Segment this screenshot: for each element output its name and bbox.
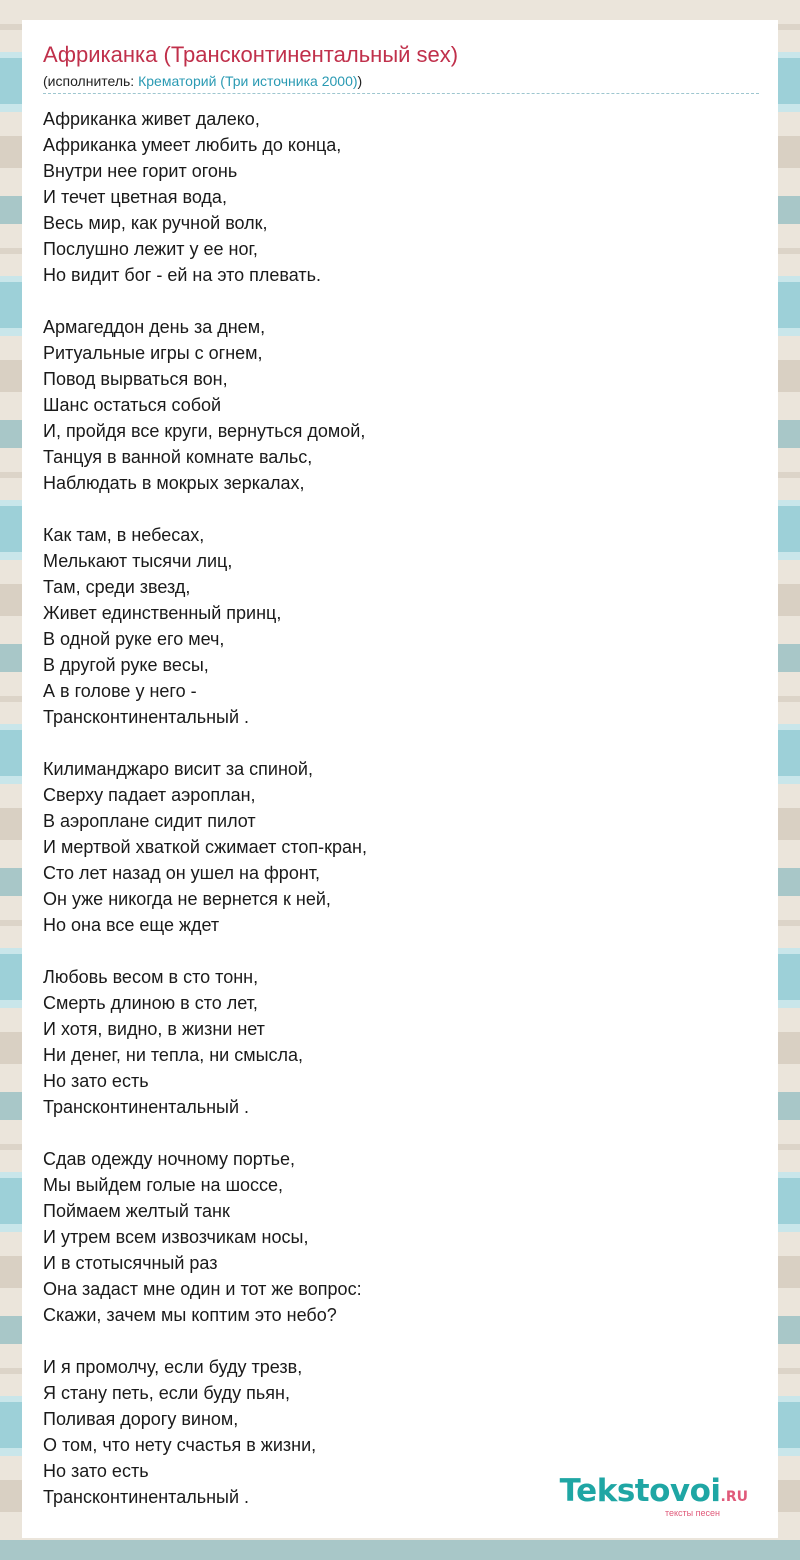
lyric-line: Внутри нее горит огонь <box>43 161 238 181</box>
lyric-line: Африканка живет далеко, <box>43 109 260 129</box>
lyric-line: Наблюдать в мокрых зеркалах, <box>43 473 305 493</box>
lyric-line: И утрем всем извозчикам носы, <box>43 1227 309 1247</box>
lyric-line: И, пройдя все круги, вернуться домой, <box>43 421 366 441</box>
stanza <box>43 1146 743 1328</box>
lyric-line: Танцуя в ванной комнате вальс, <box>43 447 313 467</box>
lyric-line: Шанс остаться собой <box>43 395 222 415</box>
lyric-line: И мертвой хваткой сжимает стоп-кран, <box>43 837 367 857</box>
lyric-line: Любовь весом в сто тонн, <box>43 967 259 987</box>
stanza <box>43 106 743 288</box>
lyric-line: Она задаст мне один и тот же вопрос: <box>43 1279 362 1299</box>
song-title: Африканка (Трансконтинентальный sex) <box>43 42 459 67</box>
lyric-line: Килиманджаро висит за спиной, <box>43 759 313 779</box>
lyric-line: Я стану петь, если буду пьян, <box>43 1383 290 1403</box>
artist-link[interactable]: Крематорий (Три источника 2000) <box>138 73 358 89</box>
lyric-line: О том, что нету счастья в жизни, <box>43 1435 317 1455</box>
performer-suffix: ) <box>357 73 363 89</box>
lyric-line: Повод вырваться вон, <box>43 369 228 389</box>
lyrics-body <box>43 106 743 1536</box>
lyric-line: Ритуальные игры с огнем, <box>43 343 263 363</box>
lyric-line: И хотя, видно, в жизни нет <box>43 1019 265 1039</box>
lyric-line: Смерть длиною в сто лет, <box>43 993 258 1013</box>
lyric-line: Там, среди звезд, <box>43 577 191 597</box>
lyric-line: Армагеддон день за днем, <box>43 317 266 337</box>
lyric-line: Он уже никогда не вернется к ней, <box>43 889 331 909</box>
lyrics-card <box>22 20 778 1538</box>
lyric-line: В аэроплане сидит пилот <box>43 811 256 831</box>
lyric-line: Но зато есть <box>43 1461 149 1481</box>
lyric-line: А в голове у него - <box>43 681 197 701</box>
lyric-line: Послушно лежит у ее ног, <box>43 239 258 259</box>
performer-line <box>43 73 362 89</box>
lyric-line: Трансконтинентальный . <box>43 707 250 727</box>
lyric-line: Весь мир, как ручной волк, <box>43 213 268 233</box>
lyric-line: И в стотысячный раз <box>43 1253 218 1273</box>
stanza <box>43 964 743 1120</box>
lyric-line: Сто лет назад он ушел на фронт, <box>43 863 321 883</box>
lyric-line: Мелькают тысячи лиц, <box>43 551 233 571</box>
lyric-line: Но видит бог - ей на это плевать. <box>43 265 322 285</box>
performer-prefix: (исполнитель: <box>43 73 139 89</box>
lyric-line: Трансконтинентальный . <box>43 1487 250 1507</box>
stanza <box>43 522 743 730</box>
logo-tagline: тексты песен <box>664 1508 720 1518</box>
lyric-line: В одной руке его меч, <box>43 629 225 649</box>
lyric-line: Сдав одежду ночному портье, <box>43 1149 296 1169</box>
lyric-line: В другой руке весы, <box>43 655 209 675</box>
lyric-line: Африканка умеет любить до конца, <box>43 135 342 155</box>
logo-word: Tekstovoi <box>559 1473 721 1509</box>
lyric-line: И я промолчу, если буду трезв, <box>43 1357 303 1377</box>
stanza <box>43 314 743 496</box>
lyric-line: Живет единственный принц, <box>43 603 282 623</box>
logo-tld: .RU <box>720 1489 748 1505</box>
lyric-line: Но зато есть <box>43 1071 149 1091</box>
lyric-line: И течет цветная вода, <box>43 187 227 207</box>
stanza <box>43 756 743 938</box>
lyric-line: Ни денег, ни тепла, ни смысла, <box>43 1045 304 1065</box>
lyric-line: Сверху падает аэроплан, <box>43 785 256 805</box>
lyric-line: Но она все еще ждет <box>43 915 220 935</box>
lyric-line: Поймаем желтый танк <box>43 1201 230 1221</box>
lyric-line: Скажи, зачем мы коптим это небо? <box>43 1305 337 1325</box>
lyric-line: Мы выйдем голые на шоссе, <box>43 1175 284 1195</box>
lyric-line: Поливая дорогу вином, <box>43 1409 239 1429</box>
lyric-line: Трансконтинентальный . <box>43 1097 250 1117</box>
site-logo[interactable] <box>559 1473 748 1518</box>
dashed-divider <box>43 93 759 94</box>
lyric-line: Как там, в небесах, <box>43 525 205 545</box>
